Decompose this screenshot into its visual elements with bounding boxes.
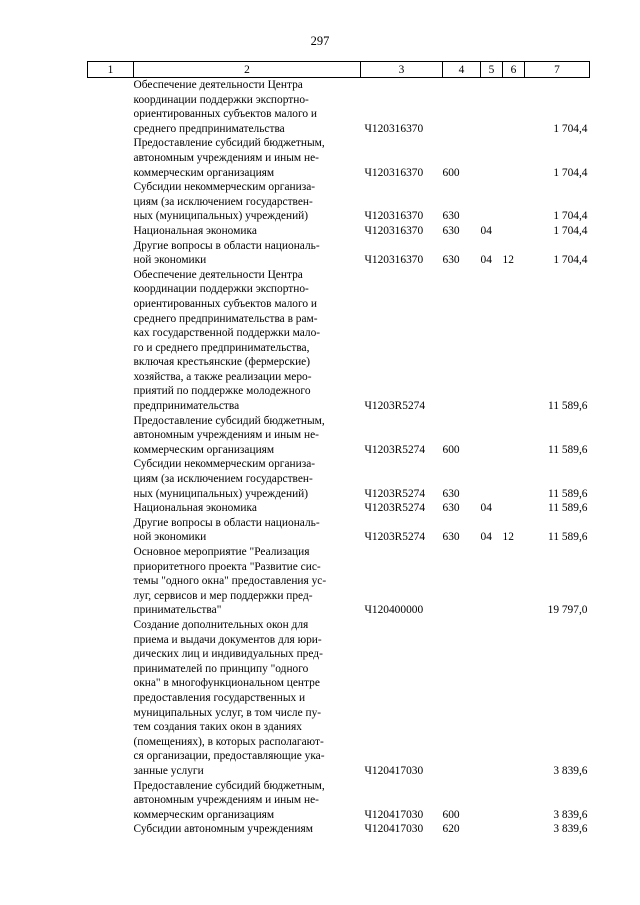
table-row	[88, 822, 590, 837]
column-header: 4	[443, 62, 481, 78]
table-row	[88, 136, 590, 180]
cell-empty	[88, 180, 134, 224]
cell-rz	[481, 545, 503, 618]
cell-vr: 630	[442, 502, 460, 515]
cell-empty	[88, 414, 134, 458]
cell-vr: 600	[442, 166, 460, 179]
table-row	[88, 545, 590, 618]
table-row	[88, 779, 590, 823]
cell-empty	[88, 618, 134, 779]
cell-vr	[443, 618, 481, 779]
cell-empty	[88, 136, 134, 180]
column-header: 3	[361, 62, 443, 78]
page-number: 297	[310, 34, 330, 48]
table-row	[88, 239, 590, 268]
cell-code: Ч120316370	[364, 166, 424, 179]
cell-pr	[503, 414, 525, 458]
cell-vr: 630	[442, 210, 460, 223]
cell-sum: 11 589,6	[548, 443, 588, 456]
column-header: 7	[525, 62, 590, 78]
cell-name: Предоставление субсидий бюджетным, автономным учреждениям и иным не- коммерческим организациям	[133, 779, 325, 821]
cell-sum: 11 589,6	[548, 400, 588, 413]
budget-table	[87, 61, 590, 837]
cell-empty	[88, 239, 134, 268]
cell-sum: 1 704,4	[553, 166, 588, 179]
cell-rz	[481, 822, 503, 837]
cell-name: Субсидии некоммерческим организа- циям (за исключением государствен- ных (муниципальных) учреждений)	[133, 181, 316, 223]
cell-code: Ч1203R5274	[364, 400, 426, 413]
cell-empty	[88, 501, 134, 516]
cell-empty	[88, 78, 134, 137]
cell-pr: 12	[502, 254, 514, 267]
cell-rz	[481, 136, 503, 180]
cell-pr	[503, 224, 525, 239]
table-row	[88, 501, 590, 516]
cell-empty	[88, 268, 134, 414]
cell-pr	[503, 268, 525, 414]
cell-code: Ч120417030	[364, 808, 424, 821]
cell-vr: 630	[442, 487, 460, 500]
cell-rz: 04	[480, 531, 492, 544]
cell-name: Другие вопросы в области националь- ной экономики	[133, 239, 320, 267]
table-row	[88, 516, 590, 545]
cell-empty	[88, 457, 134, 501]
cell-rz: 04	[480, 254, 492, 267]
cell-name: Субсидии некоммерческим организа- циям (за исключением государствен- ных (муниципальных) учреждений)	[133, 458, 316, 500]
cell-vr	[443, 78, 481, 137]
cell-vr: 630	[442, 254, 460, 267]
cell-code: Ч120316370	[364, 224, 424, 237]
cell-rz	[481, 78, 503, 137]
cell-rz	[481, 457, 503, 501]
cell-name: Национальная экономика	[133, 502, 257, 515]
cell-vr: 630	[442, 224, 460, 237]
cell-rz	[481, 414, 503, 458]
cell-vr	[443, 545, 481, 618]
cell-pr	[503, 545, 525, 618]
cell-code: Ч120316370	[364, 254, 424, 267]
cell-rz: 04	[480, 224, 492, 237]
cell-code: Ч120417030	[364, 764, 424, 777]
cell-pr	[503, 822, 525, 837]
cell-pr	[503, 78, 525, 137]
cell-rz	[481, 180, 503, 224]
column-header: 6	[503, 62, 525, 78]
cell-pr: 12	[502, 531, 514, 544]
table-row	[88, 414, 590, 458]
table-row	[88, 457, 590, 501]
table-header-row	[88, 62, 590, 78]
cell-code: Ч1203R5274	[364, 443, 426, 456]
cell-sum: 11 589,6	[548, 487, 588, 500]
cell-rz	[481, 779, 503, 823]
cell-sum: 1 704,4	[553, 224, 588, 237]
cell-name: Обеспечение деятельности Центра координации поддержки экспортно- ориентированных субъектов малого и среднего предпринимательства в рам- ках государственной поддержки мало- го и среднего предпринимательства, включая крестьянские (фермерские) хозяйства, а также реализации меро- приятий по поддержке молодежного предпринимательства	[133, 268, 321, 413]
cell-sum: 1 704,4	[553, 122, 588, 135]
cell-code: Ч120400000	[364, 604, 424, 617]
cell-name: Основное мероприятие "Реализация приоритетного проекта "Развитие сис- темы "одного окна" предоставления ус- луг, сервисов и мер поддержки пред- принимательства"	[133, 546, 327, 617]
cell-sum: 3 839,6	[553, 823, 588, 836]
cell-sum: 19 797,0	[547, 604, 588, 617]
table-row	[88, 180, 590, 224]
table-row	[88, 224, 590, 239]
cell-vr: 620	[442, 823, 460, 836]
cell-sum: 1 704,4	[553, 254, 588, 267]
cell-sum: 11 589,6	[548, 502, 588, 515]
cell-code: Ч1203R5274	[364, 487, 426, 500]
cell-pr	[503, 501, 525, 516]
column-header: 5	[481, 62, 503, 78]
cell-code: Ч120417030	[364, 823, 424, 836]
cell-vr	[443, 268, 481, 414]
cell-empty	[88, 779, 134, 823]
cell-name: Обеспечение деятельности Центра координации поддержки экспортно- ориентированных субъектов малого и среднего предпринимательства	[133, 79, 318, 135]
cell-empty	[88, 516, 134, 545]
cell-empty	[88, 224, 134, 239]
cell-pr	[503, 136, 525, 180]
cell-name: Национальная экономика	[133, 224, 257, 237]
cell-name: Другие вопросы в области националь- ной экономики	[133, 516, 320, 544]
cell-name: Предоставление субсидий бюджетным, автономным учреждениям и иным не- коммерческим организациям	[133, 137, 325, 179]
cell-vr: 630	[442, 531, 460, 544]
cell-empty	[88, 545, 134, 618]
cell-pr	[503, 779, 525, 823]
cell-pr	[503, 618, 525, 779]
cell-sum: 3 839,6	[553, 808, 588, 821]
column-header: 1	[88, 62, 134, 78]
cell-sum: 11 589,6	[548, 531, 588, 544]
column-header: 2	[134, 62, 361, 78]
cell-name: Предоставление субсидий бюджетным, автономным учреждениям и иным не- коммерческим организациям	[133, 414, 325, 456]
cell-rz	[481, 618, 503, 779]
table-row	[88, 268, 590, 414]
cell-name: Создание дополнительных окон для приема и выдачи документов для юри- дических лиц и индивидуальных пред- принимателей по принципу "одного окна" в многофункциональном центре предоставления государственных и муниципальных услуг, в том числе пу- тем создания таких окон в зданиях (помещениях), в которых располагают- ся организации, предоставляющие ука- занные услуги	[133, 618, 325, 777]
table-row	[88, 78, 590, 137]
cell-pr	[503, 180, 525, 224]
cell-pr	[503, 457, 525, 501]
table-row	[88, 618, 590, 779]
cell-name: Субсидии автономным учреждениям	[133, 823, 313, 836]
cell-vr: 600	[442, 808, 460, 821]
cell-empty	[88, 822, 134, 837]
cell-sum: 1 704,4	[553, 210, 588, 223]
cell-sum: 3 839,6	[553, 764, 588, 777]
cell-rz: 04	[480, 502, 492, 515]
cell-rz	[481, 268, 503, 414]
cell-code: Ч120316370	[364, 122, 424, 135]
cell-vr: 600	[442, 443, 460, 456]
cell-code: Ч120316370	[364, 210, 424, 223]
cell-code: Ч1203R5274	[364, 502, 426, 515]
cell-code: Ч1203R5274	[364, 531, 426, 544]
